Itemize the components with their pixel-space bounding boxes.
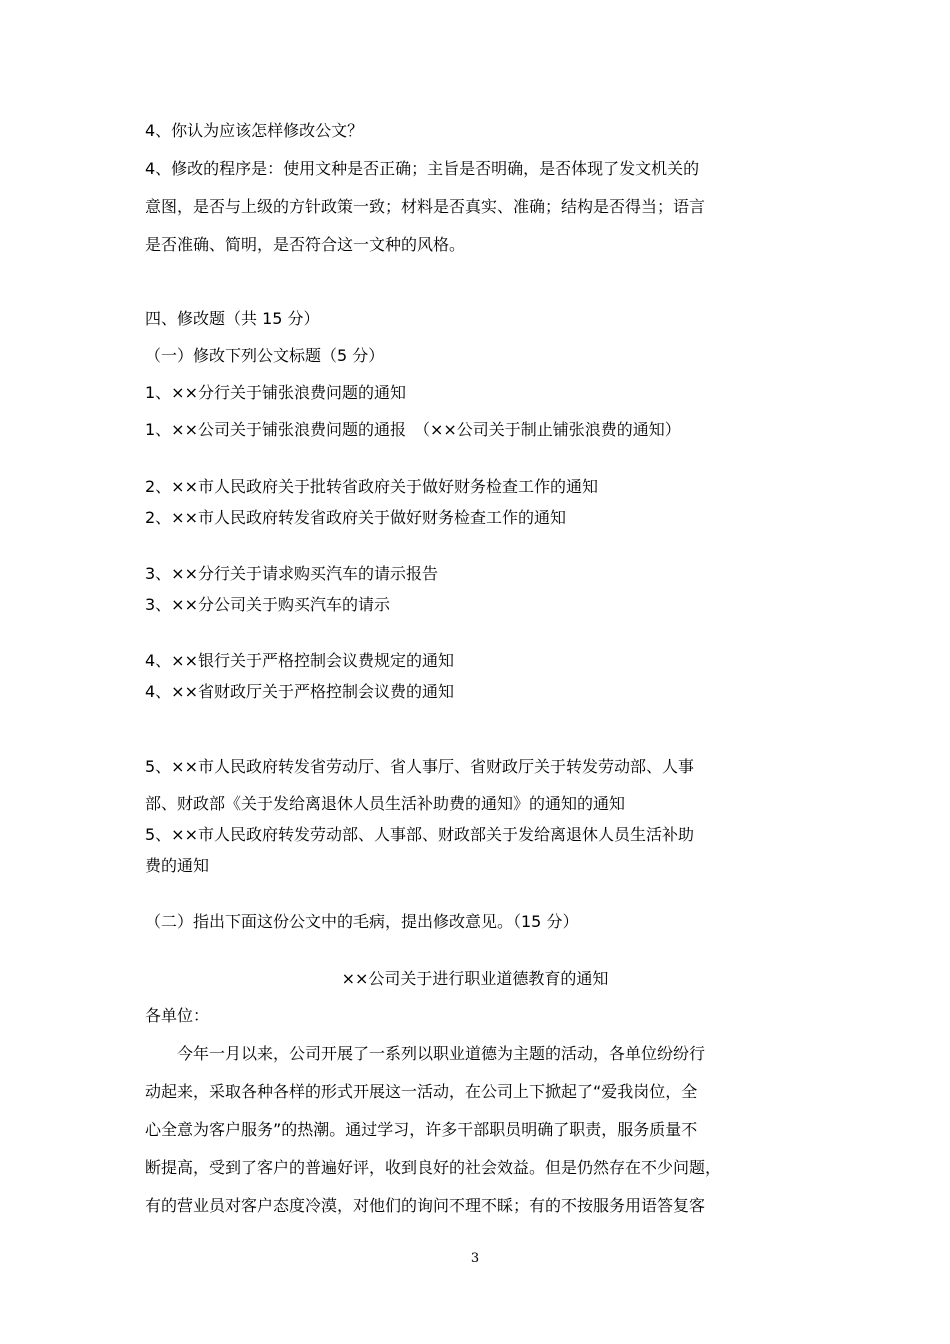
text-line: 意图，是否与上级的方针政策一致；材料是否真实、准确；结构是否得当；语言: [145, 197, 706, 216]
list-item: 部、财政部《关于发给离退休人员生活补助费的通知》的通知的通知: [145, 794, 626, 813]
page-number: 3: [470, 1251, 480, 1266]
text-line: 是否准确、简明，是否符合这一文种的风格。: [145, 235, 466, 254]
body-line: 有的营业员对客户态度冷漠，对他们的询问不理不睬；有的不按服务用语答复客: [145, 1196, 706, 1215]
salutation: 各单位：: [145, 1006, 210, 1025]
list-item: 5、××市人民政府转发劳动部、人事部、财政部关于发给离退休人员生活补助: [145, 825, 694, 844]
body-line: 断提高，受到了客户的普遍好评，收到良好的社会效益。但是仍然存在不少问题，: [145, 1158, 722, 1177]
list-item: 1、××分行关于铺张浪费问题的通知: [145, 383, 406, 402]
list-item: 费的通知: [145, 856, 210, 875]
list-item: 4、××省财政厅关于严格控制会议费的通知: [145, 682, 454, 701]
list-item: 5、××市人民政府转发省劳动厅、省人事厅、省财政厅关于转发劳动部、人事: [145, 757, 694, 776]
text-line: 4、你认为应该怎样修改公文？: [145, 121, 364, 140]
list-item: 3、××分公司关于购买汽车的请示: [145, 595, 390, 614]
list-item: 3、××分行关于请求购买汽车的请示报告: [145, 564, 438, 583]
section-heading: 四、修改题（共 15 分）: [145, 309, 320, 328]
notice-title: ××公司关于进行职业道德教育的通知: [341, 969, 609, 988]
list-item: 1、××公司关于铺张浪费问题的通报 （××公司关于制止铺张浪费的通知）: [145, 420, 681, 439]
subsection-heading: （一）修改下列公文标题（5 分）: [145, 346, 385, 365]
subsection-heading: （二）指出下面这份公文中的毛病，提出修改意见。（15 分）: [145, 912, 579, 931]
body-line: 今年一月以来，公司开展了一系列以职业道德为主题的活动，各单位纷纷行: [145, 1044, 706, 1063]
list-item: 4、××银行关于严格控制会议费规定的通知: [145, 651, 454, 670]
text-line: 4、修改的程序是：使用文种是否正确；主旨是否明确，是否体现了发文机关的: [145, 159, 700, 178]
body-line: 心全意为客户服务”的热潮。通过学习，许多干部职员明确了职责，服务质量不: [145, 1120, 698, 1139]
list-item: 2、××市人民政府转发省政府关于做好财务检查工作的通知: [145, 508, 566, 527]
list-item: 2、××市人民政府关于批转省政府关于做好财务检查工作的通知: [145, 477, 598, 496]
body-line: 动起来，采取各种各样的形式开展这一活动，在公司上下掀起了“爱我岗位，全: [145, 1082, 698, 1101]
